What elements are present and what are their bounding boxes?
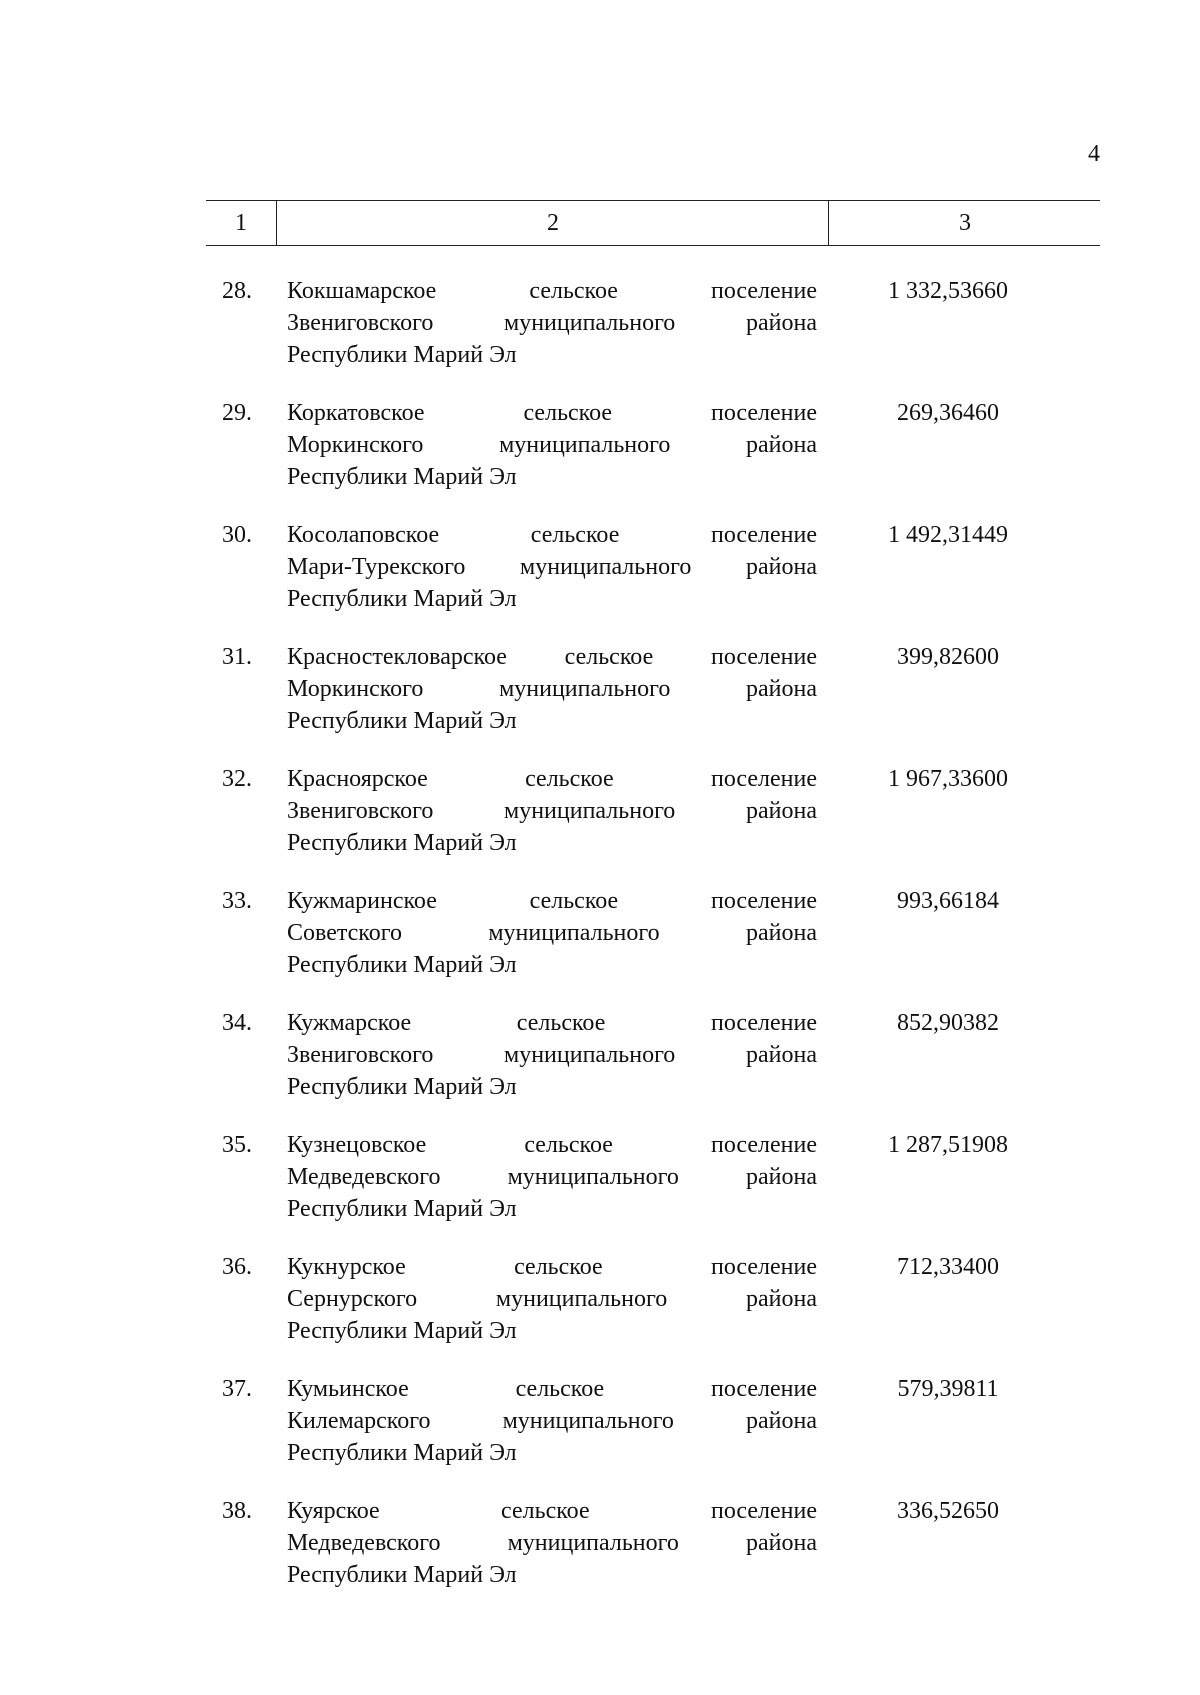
row-number: 36. [222,1254,252,1280]
settlement-name [287,641,817,737]
table-row [206,763,1100,885]
name-line: Кужмаринское сельское поселение [287,888,817,914]
table-row [206,885,1100,1007]
name-line: Красноярское сельское поселение [287,766,817,792]
settlement-name [287,519,817,615]
row-value: 1 967,33600 [888,766,1008,792]
name-line: Медведевского муниципального района [287,1164,817,1190]
row-number: 34. [222,1010,252,1036]
table-row [206,275,1100,397]
name-line: Медведевского муниципального района [287,1530,817,1556]
table-row [206,1495,1100,1617]
row-number: 30. [222,522,252,548]
name-line: Республики Марий Эл [287,1074,517,1100]
table-row [206,1007,1100,1129]
header-col-3: 3 [828,201,1101,245]
settlement-name [287,1495,817,1591]
settlement-name [287,1251,817,1347]
name-line: Республики Марий Эл [287,464,517,490]
name-line: Республики Марий Эл [287,342,517,368]
name-line: Моркинского муниципального района [287,676,817,702]
row-number: 28. [222,278,252,304]
name-line: Кузнецовское сельское поселение [287,1132,817,1158]
name-line: Республики Марий Эл [287,586,517,612]
row-value: 399,82600 [897,644,999,670]
table-row [206,1129,1100,1251]
name-line: Советского муниципального района [287,920,817,946]
table-row [206,519,1100,641]
header-col-1: 1 [235,210,247,236]
row-value: 1 287,51908 [888,1132,1008,1158]
page-number: 4 [1088,141,1100,167]
name-line: Кукнурское сельское поселение [287,1254,817,1280]
row-value: 852,90382 [897,1010,999,1036]
name-line: Звениговского муниципального района [287,310,817,336]
row-number: 29. [222,400,252,426]
row-value: 1 332,53660 [888,278,1008,304]
table-row [206,1373,1100,1495]
name-line: Республики Марий Эл [287,830,517,856]
name-line: Звениговского муниципального района [287,798,817,824]
name-line: Кокшамарское сельское поселение [287,278,817,304]
name-line: Республики Марий Эл [287,1440,517,1466]
table-body [206,275,1100,1617]
name-line: Мари-Турекского муниципального района [287,554,817,580]
settlement-name [287,275,817,371]
settlement-name [287,1007,817,1103]
name-line: Республики Марий Эл [287,1196,517,1222]
row-value: 993,66184 [897,888,999,914]
name-line: Кумьинское сельское поселение [287,1376,817,1402]
row-number: 32. [222,766,252,792]
settlement-name [287,1129,817,1225]
name-line: Косолаповское сельское поселение [287,522,817,548]
row-value: 336,52650 [897,1498,999,1524]
row-number: 37. [222,1376,252,1402]
row-number: 35. [222,1132,252,1158]
row-value: 579,39811 [897,1376,999,1402]
header-col-2: 2 [276,201,829,245]
name-line: Кужмарское сельское поселение [287,1010,817,1036]
row-number: 33. [222,888,252,914]
settlement-name [287,763,817,859]
name-line: Республики Марий Эл [287,708,517,734]
table-row [206,641,1100,763]
name-line: Звениговского муниципального района [287,1042,817,1068]
settlement-name [287,397,817,493]
name-line: Коркатовское сельское поселение [287,400,817,426]
settlement-name [287,1373,817,1469]
name-line: Республики Марий Эл [287,1562,517,1588]
name-line: Куярское сельское поселение [287,1498,817,1524]
name-line: Сернурского муниципального района [287,1286,817,1312]
row-number: 38. [222,1498,252,1524]
name-line: Красностекловарское сельское поселение [287,644,817,670]
table-header [206,200,1100,246]
name-line: Республики Марий Эл [287,952,517,978]
row-value: 269,36460 [897,400,999,426]
row-number: 31. [222,644,252,670]
name-line: Килемарского муниципального района [287,1408,817,1434]
row-value: 1 492,31449 [888,522,1008,548]
name-line: Республики Марий Эл [287,1318,517,1344]
table-row [206,1251,1100,1373]
table-row [206,397,1100,519]
name-line: Моркинского муниципального района [287,432,817,458]
settlement-name [287,885,817,981]
row-value: 712,33400 [897,1254,999,1280]
